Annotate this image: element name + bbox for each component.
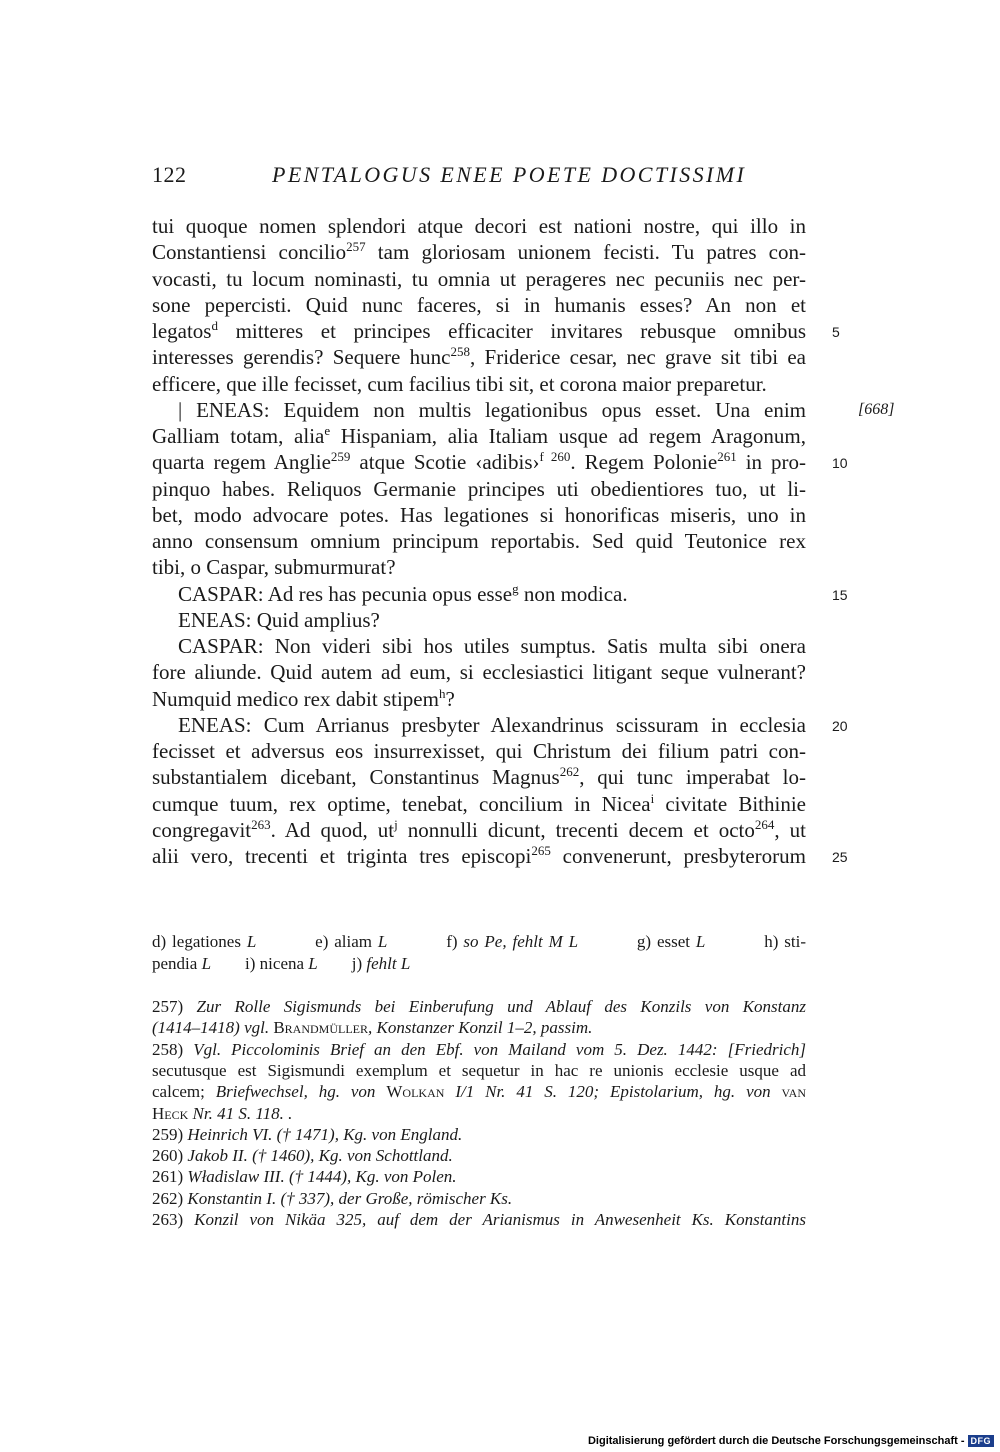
small-caps-name: van — [781, 1082, 806, 1102]
reference-mark: 257 — [346, 239, 366, 255]
text-run: quarta regem Anglie — [152, 450, 331, 475]
reference-mark: e — [324, 423, 331, 438]
italic-text: Briefwechsel, hg. von — [215, 1082, 387, 1102]
text-line — [152, 502, 806, 528]
text-run: 260) — [152, 1146, 188, 1166]
italic-text: Heinrich VI. († 1471), Kg. von England. — [187, 1124, 463, 1144]
text-run: , ut — [774, 817, 807, 842]
text-run: tui quoque nomen splendori atque decori est nationi nostre, qui illo in — [152, 214, 806, 238]
italic-text: L — [246, 932, 257, 951]
credit-text: Digitalisierung gefördert durch die Deutsche Forschungsgemeinschaft - — [587, 1435, 965, 1447]
text-run: , qui tunc imperabat lo- — [579, 765, 807, 790]
italic-text: L — [377, 932, 388, 951]
digitization-credit — [588, 1435, 994, 1447]
text-line — [178, 397, 806, 423]
reference-mark: 258 — [450, 344, 470, 360]
text-run: tibi, o Caspar, submurmurat? — [152, 555, 396, 580]
text-run: substantialem dicebant, Constantinus Magnus — [152, 765, 560, 790]
small-caps-name: Brandmüller — [273, 1018, 369, 1038]
text-line — [152, 318, 806, 344]
small-caps-name: Heck — [152, 1103, 189, 1123]
text-line — [152, 686, 806, 712]
text-run: in pro- — [736, 450, 806, 475]
text-line — [152, 791, 806, 817]
line-number: 10 — [832, 455, 848, 472]
italic-text: L — [695, 932, 706, 951]
footnote-line — [152, 1166, 806, 1187]
text-line — [152, 554, 806, 580]
line-number: 20 — [832, 717, 848, 734]
text-run: CASPAR: Ad res has pecunia opus esse — [178, 581, 513, 606]
reference-mark: h — [438, 685, 446, 701]
italic-text: Nr. 41 S. 118. . — [188, 1103, 293, 1123]
text-run: Hispaniam, alia Italiam usque ad regem Aragonum, — [330, 424, 806, 448]
reference-mark: d — [211, 318, 218, 333]
text-run: congregavit — [152, 817, 252, 842]
text-run: 257) — [152, 997, 197, 1016]
reference-mark: i — [650, 790, 655, 806]
text-run: e) aliam — [256, 932, 378, 951]
text-run: d) legationes — [152, 932, 247, 951]
text-line — [178, 607, 806, 633]
text-line — [152, 817, 806, 843]
apparatus-line — [152, 931, 806, 952]
text-run: j) — [317, 954, 367, 973]
text-run: ENEAS: Quid amplius? — [178, 607, 380, 632]
text-run: mitteres et principes efficaciter invitares rebusque omnibus — [217, 319, 806, 343]
text-line — [178, 581, 806, 607]
reference-mark: 264 — [754, 816, 775, 832]
text-run: CASPAR: Non videri sibi hos utiles sumptus. Satis multa sibi onera — [178, 634, 806, 658]
text-line — [152, 344, 806, 370]
text-line — [178, 712, 806, 738]
reference-mark: 263 — [251, 816, 271, 832]
text-line — [152, 764, 806, 790]
text-run: pinquo habes. Reliquos Germanie principes uti obedientiores tuo, ut li- — [152, 476, 806, 501]
line-number: 25 — [832, 849, 848, 865]
italic-text: L — [308, 954, 318, 973]
italic-text: I/1 Nr. 41 S. 120; Epistolarium, hg. von — [444, 1082, 782, 1102]
text-run: Galliam totam, alia — [152, 424, 325, 448]
reference-mark: 265 — [531, 843, 551, 858]
small-caps-name: Wolkan — [386, 1082, 445, 1102]
line-number: 5 — [832, 324, 840, 340]
footnote-line — [152, 1188, 806, 1209]
footnote-line — [152, 1103, 806, 1124]
text-run: alii vero, trecenti et triginta tres episcopi — [152, 844, 532, 868]
footnote-line — [152, 1145, 806, 1166]
text-line — [178, 633, 806, 659]
text-run: atque Scotie ‹adibis› — [350, 450, 540, 475]
text-run: civitate Bithinie — [654, 791, 806, 816]
italic-text: Jakob II. († 1460), Kg. von Schottland. — [187, 1146, 453, 1166]
footnote-line — [152, 1081, 806, 1102]
reference-mark: 259 — [330, 449, 351, 465]
folio-marker: [668] — [858, 400, 895, 418]
text-run: pendia — [152, 954, 202, 973]
italic-text: Vgl. Piccolominis Brief an den Ebf. von Mailand vom 5. Dez. 1442: [Friedrich] — [193, 1039, 806, 1059]
footnote-line — [152, 996, 806, 1017]
line-number: 15 — [832, 586, 848, 603]
text-run: sone pepercisti. Quid nunc faceres, si in humanis esses? An non et — [152, 292, 806, 317]
reference-mark: 262 — [559, 764, 580, 780]
running-title: PENTALOGUS ENEE POETE DOCTISSIMI — [272, 162, 747, 187]
text-run: | ENEAS: Equidem non multis legationibus opus esset. Una enim — [178, 397, 806, 422]
reference-mark: j — [394, 816, 398, 832]
italic-text: , Konstanzer Konzil 1–2, passim. — [368, 1018, 593, 1038]
text-run: non modica. — [518, 581, 628, 606]
text-run: h) sti- — [705, 932, 806, 951]
reference-mark: g — [512, 580, 519, 596]
text-run: fecisset et adversus eos insurrexisset, qui Christum dei filium patri con- — [152, 739, 806, 763]
text-run: f) — [387, 932, 464, 951]
italic-text: (1414–1418) vgl. — [152, 1018, 274, 1038]
dfg-logo: DFG — [968, 1435, 995, 1447]
text-run: 262) — [152, 1188, 188, 1208]
text-run: secutusque est Sigismundi exemplum et sequetur in hac re unionis ecclesie usque ad — [152, 1060, 806, 1080]
footnote-line — [152, 1017, 806, 1038]
text-run: . Regem Polonie — [570, 450, 718, 475]
text-line — [152, 423, 806, 449]
text-run: . Ad quod, ut — [270, 817, 395, 842]
text-run: , Friderice cesar, nec grave sit tibi ea — [469, 345, 806, 370]
text-line — [152, 213, 806, 239]
footnote-line — [152, 1060, 806, 1081]
text-run: g) esset — [578, 932, 696, 951]
text-run: vocasti, tu locum nominasti, tu omnia ut perageres nec pecuniis nec per- — [152, 266, 806, 291]
italic-text: Władislaw III. († 1444), Kg. von Polen. — [187, 1167, 457, 1187]
text-line — [152, 266, 806, 292]
text-run: efficere, que ille fecisset, cum facilius tibi sit, et corona maior preparetur. — [152, 371, 767, 396]
text-line — [152, 239, 806, 265]
text-run: cumque tuum, rex optime, tenebat, concilium in Nicea — [152, 791, 651, 816]
text-line — [152, 659, 806, 685]
text-line — [152, 528, 806, 554]
text-run: nonnulli dicunt, trecenti decem et octo — [397, 817, 755, 842]
footnote-line — [152, 1124, 806, 1145]
text-run: calcem; — [152, 1082, 216, 1102]
text-run: 258) — [152, 1039, 194, 1059]
text-line — [152, 292, 806, 318]
text-line — [152, 476, 806, 502]
text-run: 259) — [152, 1124, 188, 1144]
text-line — [152, 738, 806, 764]
italic-text: Zur Rolle Sigismunds bei Einberufung und Ablauf des Konzils von Konstanz — [196, 997, 806, 1016]
text-run: interesses gerendis? Sequere hunc — [152, 345, 451, 370]
text-run: ? — [445, 686, 455, 711]
text-run: 261) — [152, 1167, 188, 1187]
text-run: convenerunt, presbyterorum — [550, 844, 806, 868]
page-number: 122 — [152, 162, 187, 187]
text-line — [152, 843, 806, 869]
italic-text: fehlt L — [366, 954, 411, 973]
footnote-line — [152, 1039, 806, 1060]
reference-mark: 261 — [717, 449, 737, 465]
reference-mark: f 260 — [539, 449, 571, 465]
text-run: legatos — [152, 319, 212, 343]
italic-text: Konzil von Nikäa 325, auf dem der Arianismus in Anwesenheit Ks. Konstantins — [194, 1210, 806, 1229]
text-run: anno consensum omnium principum reportabis. Sed quid Teutonice rex — [152, 529, 806, 553]
footnote-line — [152, 1209, 806, 1230]
text-run: fore aliunde. Quid autem ad eum, si ecclesiastici litigant seque vulnerant? — [152, 660, 806, 685]
text-run: tam gloriosam unionem fecisti. Tu patres con- — [365, 240, 806, 265]
text-run: ENEAS: Cum Arrianus presbyter Alexandrinus scissuram in ecclesia — [178, 712, 806, 737]
text-run: bet, modo advocare potes. Has legationes si honorificas miseris, uno in — [152, 502, 806, 527]
italic-text: so Pe, fehlt M L — [463, 932, 579, 951]
text-run: 263) — [152, 1210, 195, 1229]
italic-text: Konstantin I. († 337), der Große, römischer Ks. — [187, 1188, 513, 1208]
text-line — [152, 449, 806, 475]
text-line — [152, 371, 806, 397]
apparatus-line — [152, 953, 806, 974]
italic-text: L — [201, 954, 212, 973]
text-run: Numquid medico rex dabit stipem — [152, 686, 439, 711]
text-run: Constantiensi concilio — [152, 240, 347, 265]
text-run: i) nicena — [211, 954, 309, 973]
